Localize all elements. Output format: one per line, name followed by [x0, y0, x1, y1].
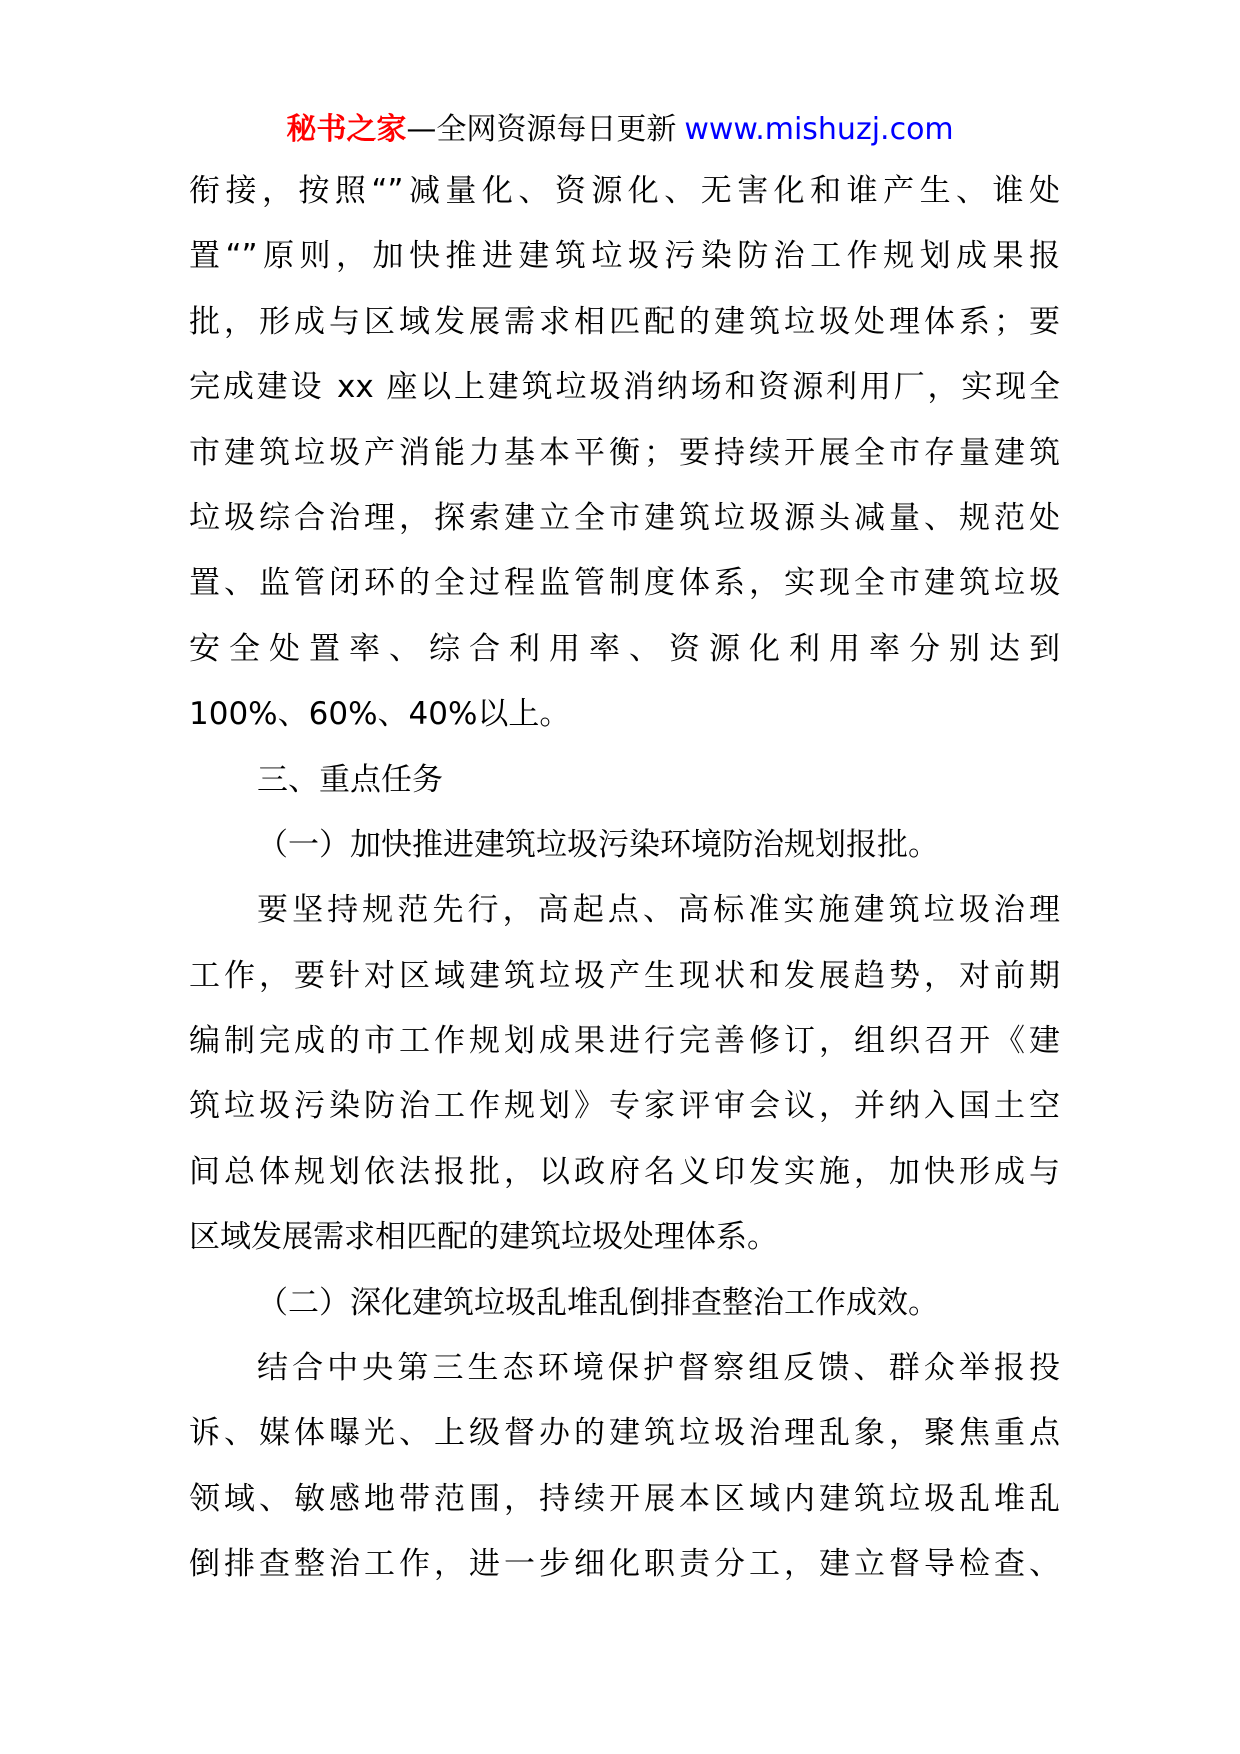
header-url-link[interactable]: www.mishuzj.com: [684, 112, 954, 147]
brand-name: 秘书之家: [286, 112, 407, 147]
text-line: 筑垃圾污染防治工作规划》专家评审会议，并纳入国土空: [189, 1088, 1060, 1125]
text-line: 100%、60%、40%以上。: [189, 696, 571, 733]
text-line: 置“”原则，加快推进建筑垃圾污染防治工作规划成果报: [189, 238, 1060, 275]
text-line: 编制完成的市工作规划成果进行完善修订，组织召开《建: [189, 1023, 1060, 1060]
text-line: 要坚持规范先行，高起点、高标准实施建筑垃圾治理: [257, 892, 1060, 929]
header-slogan: —全网资源每日更新: [406, 112, 677, 147]
text-line: 结合中央第三生态环境保护督察组反馈、群众举报投: [257, 1350, 1060, 1387]
text-line: 完成建设 xx 座以上建筑垃圾消纳场和资源利用厂，实现全: [189, 369, 1060, 406]
text-line: 市建筑垃圾产消能力基本平衡；要持续开展全市存量建筑: [189, 434, 1060, 471]
text-line: 领域、敏感地带范围，持续开展本区域内建筑垃圾乱堆乱: [189, 1480, 1060, 1517]
text-line: 衔接，按照“”减量化、资源化、无害化和谁产生、谁处: [189, 173, 1060, 209]
text-line: 工作，要针对区域建筑垃圾产生现状和发展趋势，对前期: [189, 957, 1060, 994]
text-line: 诉、媒体曝光、上级督办的建筑垃圾治理乱象，聚焦重点: [189, 1415, 1060, 1452]
text-line: 区域发展需求相匹配的建筑垃圾处理体系。: [189, 1219, 778, 1256]
text-line: 间总体规划依法报批，以政府名义印发实施，加快形成与: [189, 1153, 1060, 1190]
text-line: 安全处置率、综合利用率、资源化利用率分别达到: [189, 630, 1060, 667]
document-body: [189, 159, 1060, 1598]
text-line: （二）深化建筑垃圾乱堆乱倒排查整治工作成效。: [257, 1284, 939, 1321]
text-line: 垃圾综合治理，探索建立全市建筑垃圾源头减量、规范处: [189, 499, 1060, 536]
text-line: 三、重点任务: [257, 761, 443, 798]
text-line: 批，形成与区域发展需求相匹配的建筑垃圾处理体系；要: [189, 303, 1060, 340]
page-header: [0, 104, 1240, 148]
text-line: （一）加快推进建筑垃圾污染环境防治规划报批。: [257, 826, 939, 863]
text-line: 置、监管闭环的全过程监管制度体系，实现全市建筑垃圾: [189, 565, 1060, 602]
text-line: 倒排查整治工作，进一步细化职责分工，建立督导检查、: [189, 1546, 1060, 1583]
